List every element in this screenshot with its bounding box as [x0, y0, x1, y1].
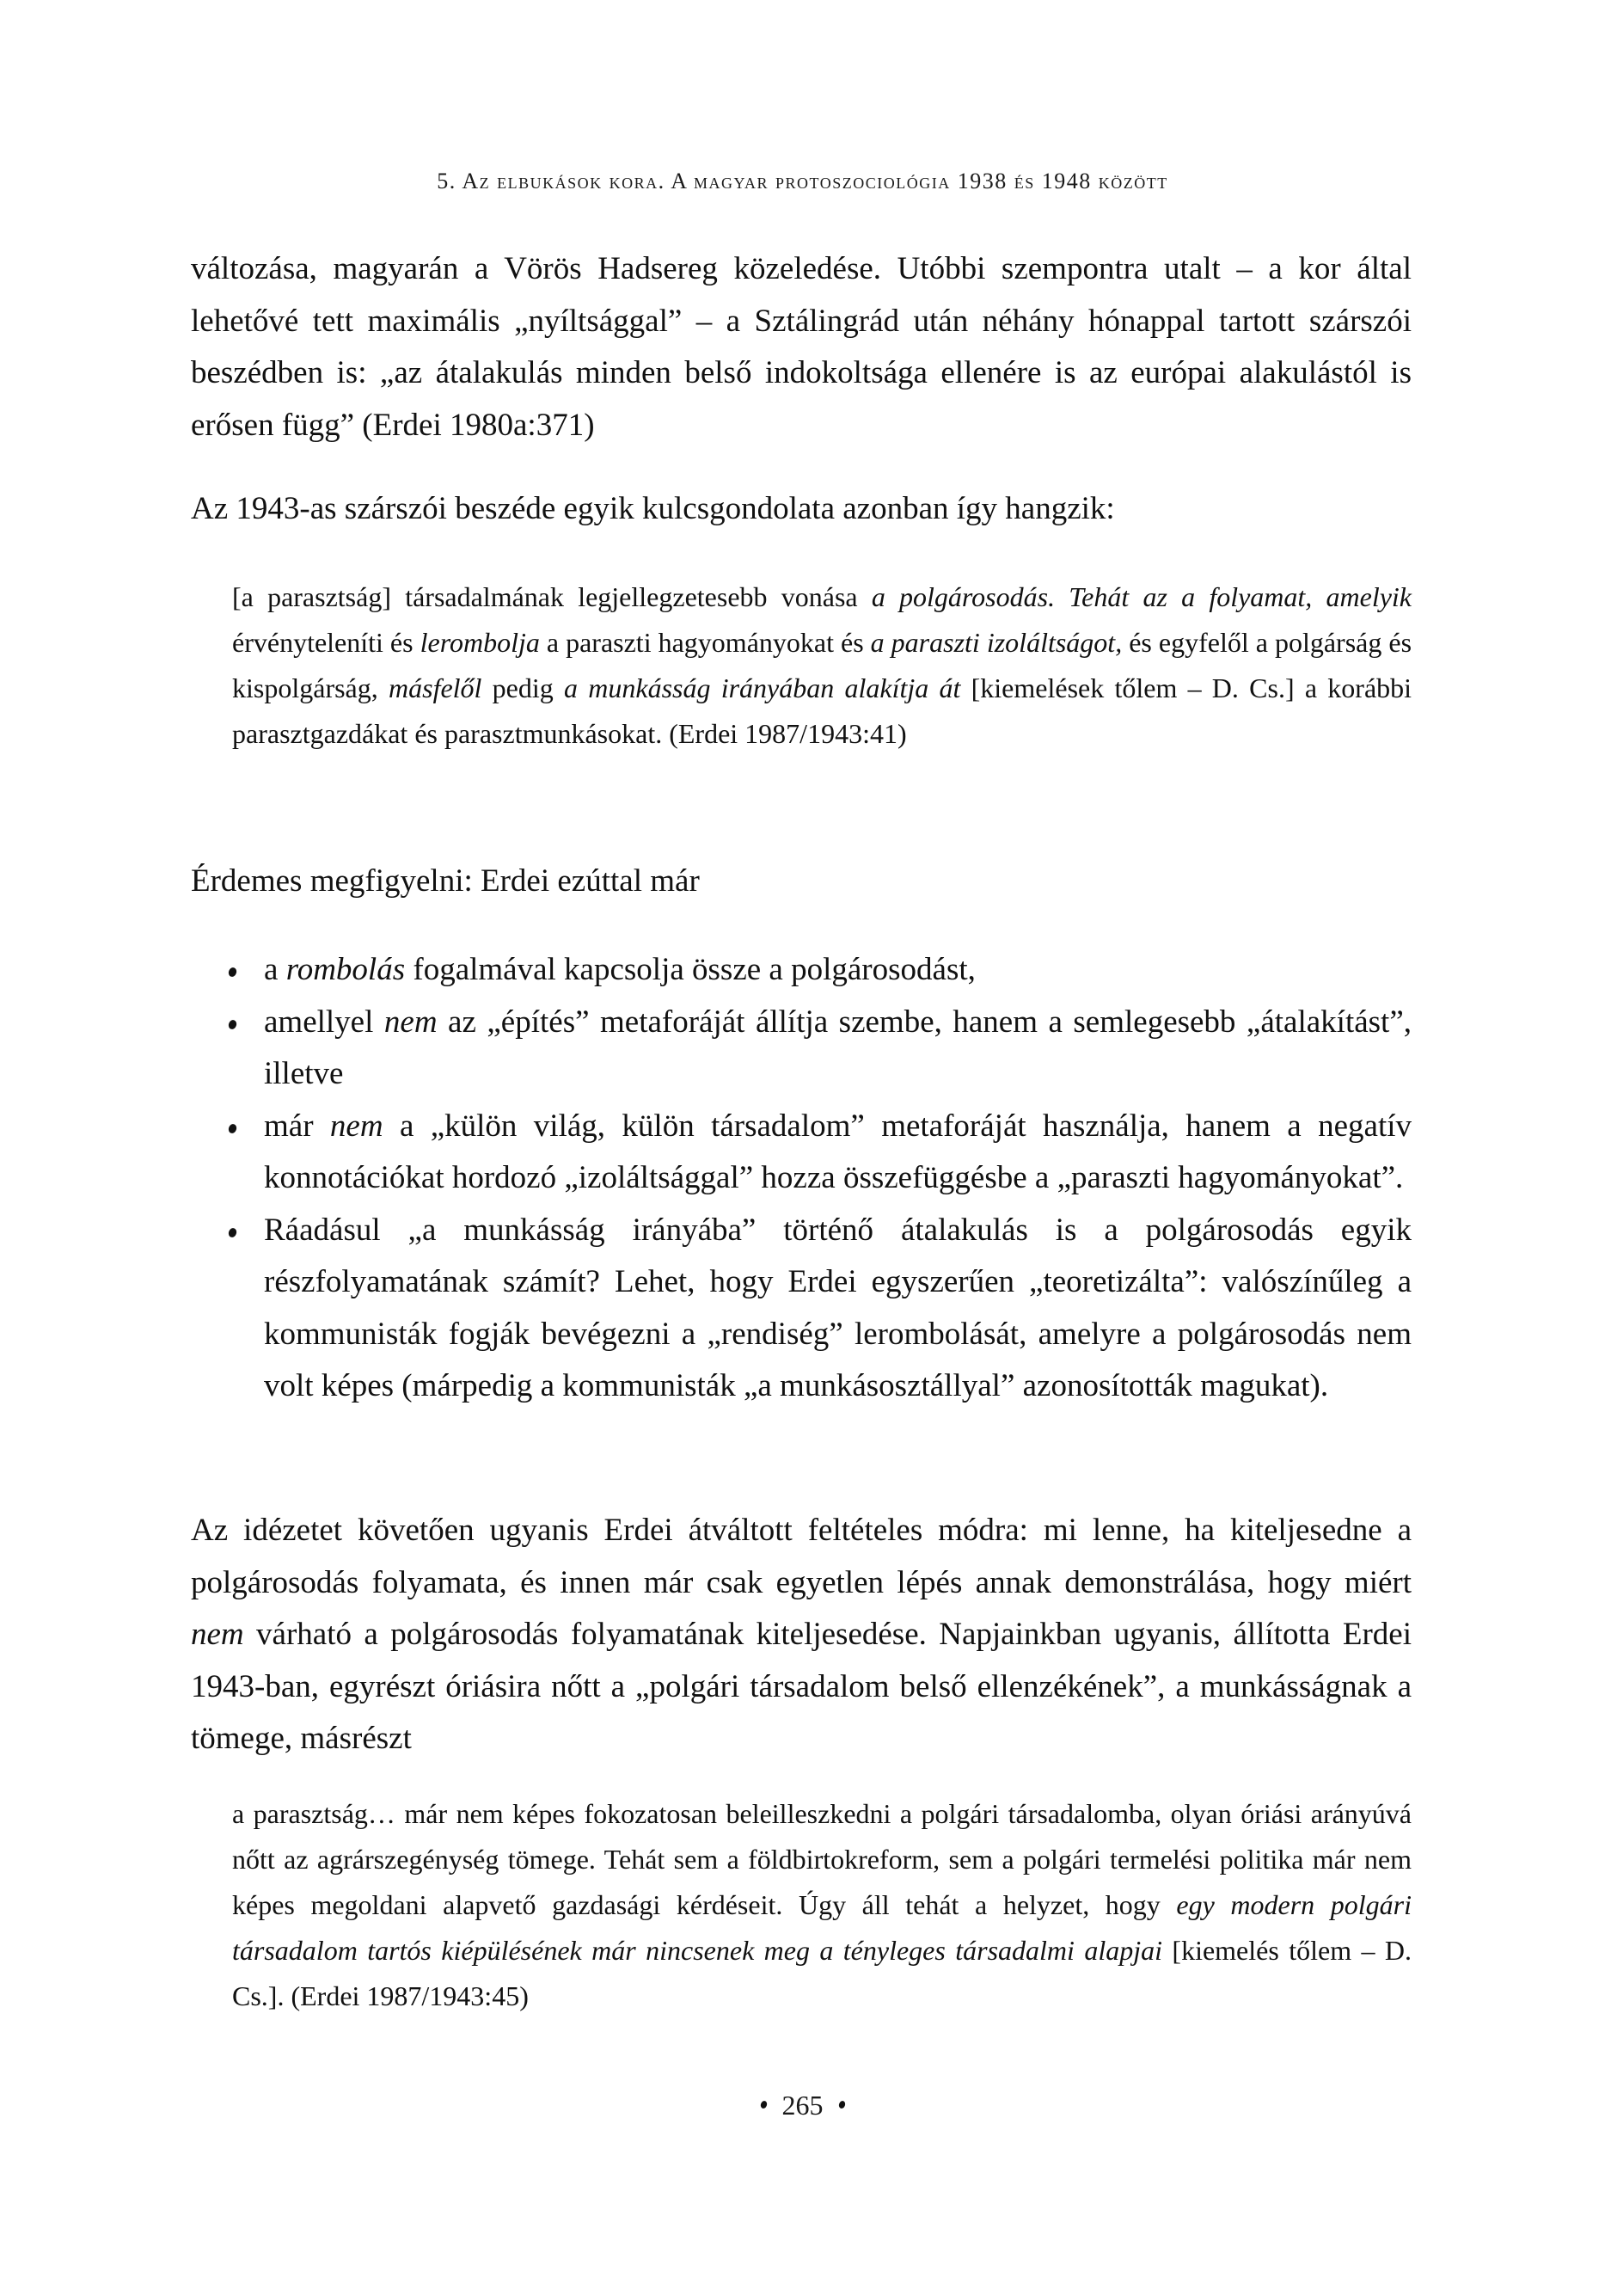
- emphasis-text: a munkásság irányában alakítja át: [564, 672, 961, 703]
- emphasis-text: lerombolja: [420, 627, 540, 658]
- text-run: változása, magyarán a Vörös Hadsereg közeledése. Utóbbi szempontra utalt – a kor által lehetővé tett maximális „nyíltsággal” – a Sztálingrád után néhány hónappal tartott szárszói beszédben is: „az átalakulás minden belső indokoltsága ellenére is az európai alakulástól is erősen függ” (Erdei 1980a:371): [191, 251, 1412, 443]
- text-run: a: [264, 952, 286, 987]
- text-run: Az idézetet követően ugyanis Erdei átváltott feltételes módra: mi lenne, ha kiteljesedne a polgárosodás folyamata, és innen már csak egyetlen lépés annak demonstrálása, hogy miért: [191, 1513, 1412, 1600]
- paragraph-text: [191, 1505, 1412, 1765]
- emphasis-text: nem: [329, 1108, 383, 1144]
- bullet-text: [264, 952, 976, 987]
- body-paragraph-1: [191, 243, 1412, 451]
- paragraph-text: [191, 243, 1412, 451]
- text-run: a paraszti hagyományokat és: [539, 627, 871, 658]
- ornament-dot-icon: [837, 2100, 846, 2109]
- body-paragraph-3: [191, 856, 1412, 908]
- bullet-item-2: [225, 997, 1412, 1101]
- text-run: [a parasztság] társadalmának legjellegzetesebb vonása: [232, 581, 872, 612]
- block-quote-1: [232, 574, 1412, 757]
- bullet-icon: [227, 1018, 237, 1029]
- text-run: fogalmával kapcsolja össze a polgárosodást,: [405, 952, 976, 987]
- text-run: amellyel: [264, 1004, 384, 1040]
- text-run: Érdemes megfigyelni: Erdei ezúttal már: [191, 863, 700, 899]
- bullet-text: [264, 1004, 1412, 1092]
- bullet-icon: [227, 967, 237, 978]
- text-run: a parasztság… már nem képes fokozatosan beleilleszkedni a polgári társadalomba, olyan óriási arányúvá nőtt az agrárszegénység tömege. Tehát sem a földbirtokreform, sem a polgári termelési politika már nem képes megoldani alapvető gazdasági kérdéseit. Úgy áll tehát a helyzet, hogy: [232, 1798, 1412, 1920]
- emphasis-text: a polgárosodás. Tehát az a folyamat, amelyik: [871, 581, 1412, 612]
- text-run: érvényteleníti és: [232, 627, 420, 658]
- ornament-dot-icon: [759, 2100, 768, 2109]
- emphasis-text: egy modern polgári társadalom tartós kiépülésének már nincsenek meg a tényleges társadalmi alapjai: [232, 1889, 1412, 1966]
- emphasis-text: nem: [383, 1004, 438, 1040]
- text-run: [kiemelés tőlem – D. Cs.]. (Erdei 1987/1943:45): [232, 1935, 1412, 2011]
- emphasis-text: másfelől: [389, 672, 482, 703]
- body-paragraph-4: [191, 1505, 1412, 1765]
- bullet-text: [264, 1212, 1412, 1404]
- text-run: Az 1943-as szárszói beszéde egyik kulcsgondolata azonban így hangzik:: [191, 491, 1115, 526]
- quote-text: [232, 1791, 1412, 2019]
- quote-text: [232, 574, 1412, 757]
- body-paragraph-2: [191, 483, 1412, 536]
- page-number-footer: [0, 2090, 1605, 2121]
- paragraph-text: [191, 483, 1412, 536]
- block-quote-2: [232, 1791, 1412, 2019]
- running-head: 5. Az elbukások kora. A magyar protoszociológia 1938 és 1948 között: [437, 169, 1168, 193]
- emphasis-text: a paraszti izoláltságot,: [870, 627, 1123, 658]
- bullet-item-4: [225, 1205, 1412, 1413]
- emphasis-text: nem: [191, 1617, 244, 1652]
- text-run: pedig: [481, 672, 565, 703]
- text-run: [kiemelések tőlem – D. Cs.] a korábbi parasztgazdákat és parasztmunkásokat. (Erdei 1987/1943:41): [232, 672, 1412, 749]
- text-run: és egyfelől a polgárság és kispolgárság,: [232, 627, 1412, 703]
- emphasis-text: rombolás: [285, 952, 406, 987]
- text-run: már: [264, 1108, 330, 1144]
- bullet-icon: [227, 1122, 237, 1133]
- text-run: Ráadásul „a munkásság irányába” történő átalakulás is a polgárosodás egyik részfolyamatának számít? Lehet, hogy Erdei egyszerűen „teoretizálta”: valószínűleg a kommunisták fogják bevégezni a „rendiség” lerombolását, amelyre a polgárosodás nem volt képes (márpedig a kommunisták „a munkásosztállyal” azonosították magukat).: [264, 1212, 1412, 1403]
- page-number: 265: [781, 2090, 824, 2121]
- bullet-icon: [227, 1226, 237, 1237]
- bullet-item-1: [225, 944, 1412, 997]
- text-run: az „építés” metaforáját állítja szembe, hanem a semlegesebb „átalakítást”, illetve: [264, 1004, 1412, 1091]
- bullet-item-3: [225, 1101, 1412, 1205]
- text-run: a „külön világ, külön társadalom” metaforáját használja, hanem a negatív konnotációkat hordozó „izoláltsággal” hozza összefüggésbe a „paraszti hagyományokat”.: [264, 1108, 1412, 1195]
- text-run: várható a polgárosodás folyamatának kiteljesedése. Napjainkban ugyanis, állította Erdei 1943-ban, egyrészt óriásira nőtt a „polgári társadalom belső ellenzékének”, a munkásságnak a tömege, másrészt: [191, 1617, 1412, 1756]
- paragraph-text: [191, 856, 1412, 908]
- bullet-text: [264, 1108, 1412, 1196]
- bullet-list: [225, 944, 1412, 1413]
